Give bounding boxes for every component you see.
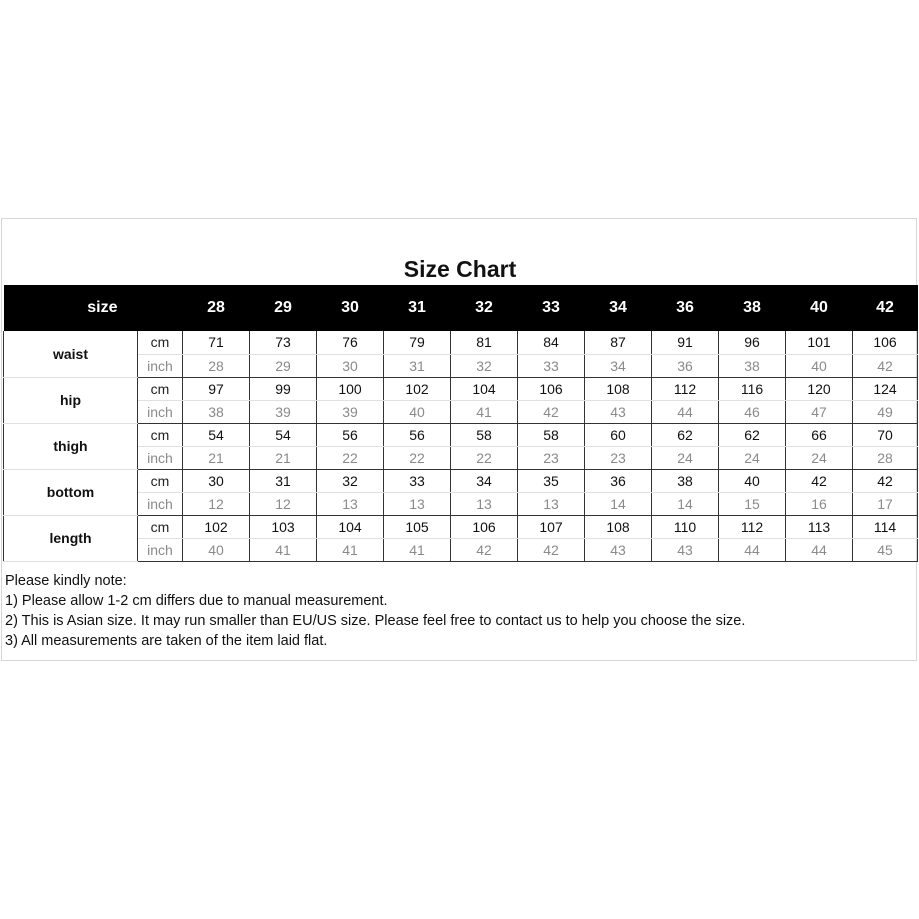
value-cell: 58 — [518, 423, 585, 446]
value-cell: 104 — [451, 377, 518, 400]
value-cell: 28 — [183, 354, 250, 377]
value-cell: 40 — [719, 469, 786, 492]
table-row-bottom-inch — [4, 492, 918, 515]
value-cell: 62 — [719, 423, 786, 446]
value-cell: 45 — [853, 538, 918, 561]
value-cell: 84 — [518, 331, 585, 354]
unit-label-inch: inch — [138, 400, 183, 423]
value-cell: 112 — [652, 377, 719, 400]
value-cell: 79 — [384, 331, 451, 354]
value-cell: 54 — [250, 423, 317, 446]
value-cell: 24 — [719, 446, 786, 469]
value-cell: 38 — [652, 469, 719, 492]
value-cell: 107 — [518, 515, 585, 538]
size-header-cell: 31 — [408, 299, 426, 316]
value-cell: 73 — [250, 331, 317, 354]
unit-label-inch: inch — [138, 492, 183, 515]
value-cell: 114 — [853, 515, 918, 538]
size-header-cell: 42 — [876, 299, 894, 316]
value-cell: 40 — [183, 538, 250, 561]
unit-label-inch: inch — [138, 446, 183, 469]
value-cell: 44 — [719, 538, 786, 561]
value-cell: 14 — [652, 492, 719, 515]
size-header-cell: 38 — [743, 299, 761, 316]
value-cell: 41 — [250, 538, 317, 561]
size-header-cell: 36 — [676, 299, 694, 316]
value-cell: 22 — [451, 446, 518, 469]
value-cell: 41 — [317, 538, 384, 561]
unit-label-cm: cm — [138, 423, 183, 446]
measure-label-hip: hip — [4, 377, 138, 423]
value-cell: 34 — [585, 354, 652, 377]
value-cell: 60 — [585, 423, 652, 446]
table-row-bottom-cm — [4, 469, 918, 492]
value-cell: 13 — [384, 492, 451, 515]
value-cell: 36 — [585, 469, 652, 492]
value-cell: 96 — [719, 331, 786, 354]
value-cell: 31 — [384, 354, 451, 377]
size-header-cell: 32 — [475, 299, 493, 316]
value-cell: 100 — [317, 377, 384, 400]
measure-label-bottom: bottom — [4, 469, 138, 515]
value-cell: 34 — [451, 469, 518, 492]
value-cell: 76 — [317, 331, 384, 354]
value-cell: 14 — [585, 492, 652, 515]
value-cell: 40 — [786, 354, 853, 377]
value-cell: 108 — [585, 515, 652, 538]
value-cell: 102 — [384, 377, 451, 400]
value-cell: 39 — [250, 400, 317, 423]
value-cell: 104 — [317, 515, 384, 538]
size-header-cell: 28 — [207, 299, 225, 316]
value-cell: 41 — [451, 400, 518, 423]
value-cell: 108 — [585, 377, 652, 400]
table-row-thigh-cm — [4, 423, 918, 446]
value-cell: 23 — [585, 446, 652, 469]
value-cell: 12 — [183, 492, 250, 515]
size-header-label: size — [87, 299, 118, 316]
value-cell: 17 — [853, 492, 918, 515]
value-cell: 30 — [317, 354, 384, 377]
measure-label-thigh: thigh — [4, 423, 138, 469]
value-cell: 21 — [183, 446, 250, 469]
value-cell: 99 — [250, 377, 317, 400]
table-header-row — [4, 285, 918, 331]
value-cell: 106 — [451, 515, 518, 538]
value-cell: 101 — [786, 331, 853, 354]
value-cell: 43 — [585, 538, 652, 561]
size-header-cell: 30 — [341, 299, 359, 316]
value-cell: 39 — [317, 400, 384, 423]
value-cell: 42 — [518, 538, 585, 561]
value-cell: 43 — [585, 400, 652, 423]
notes-heading: Please kindly note: — [5, 573, 127, 589]
size-header-cell: 29 — [274, 299, 292, 316]
table-row-length-inch — [4, 538, 918, 561]
unit-label-cm: cm — [138, 331, 183, 354]
table-row-thigh-inch — [4, 446, 918, 469]
value-cell: 16 — [786, 492, 853, 515]
value-cell: 42 — [518, 400, 585, 423]
value-cell: 103 — [250, 515, 317, 538]
value-cell: 24 — [786, 446, 853, 469]
value-cell: 42 — [853, 354, 918, 377]
value-cell: 33 — [384, 469, 451, 492]
table-row-waist-cm — [4, 331, 918, 354]
value-cell: 71 — [183, 331, 250, 354]
size-header-cell: 40 — [810, 299, 828, 316]
table-row-length-cm — [4, 515, 918, 538]
value-cell: 12 — [250, 492, 317, 515]
chart-title: Size Chart — [403, 256, 517, 282]
value-cell: 35 — [518, 469, 585, 492]
note-item: 1) Please allow 1-2 cm differs due to manual measurement. — [5, 593, 388, 609]
unit-label-cm: cm — [138, 377, 183, 400]
value-cell: 91 — [652, 331, 719, 354]
unit-label-inch: inch — [138, 538, 183, 561]
value-cell: 40 — [384, 400, 451, 423]
value-cell: 47 — [786, 400, 853, 423]
value-cell: 41 — [384, 538, 451, 561]
value-cell: 112 — [719, 515, 786, 538]
value-cell: 46 — [719, 400, 786, 423]
value-cell: 44 — [652, 400, 719, 423]
value-cell: 42 — [786, 469, 853, 492]
value-cell: 22 — [384, 446, 451, 469]
size-header-cell: 33 — [542, 299, 560, 316]
value-cell: 110 — [652, 515, 719, 538]
value-cell: 36 — [652, 354, 719, 377]
value-cell: 70 — [853, 423, 918, 446]
value-cell: 31 — [250, 469, 317, 492]
value-cell: 33 — [518, 354, 585, 377]
value-cell: 38 — [719, 354, 786, 377]
notes-block — [5, 571, 745, 651]
value-cell: 15 — [719, 492, 786, 515]
value-cell: 49 — [853, 400, 918, 423]
unit-label-inch: inch — [138, 354, 183, 377]
value-cell: 97 — [183, 377, 250, 400]
value-cell: 28 — [853, 446, 918, 469]
value-cell: 32 — [317, 469, 384, 492]
value-cell: 62 — [652, 423, 719, 446]
value-cell: 21 — [250, 446, 317, 469]
note-item: 3) All measurements are taken of the item laid flat. — [5, 633, 328, 649]
value-cell: 42 — [451, 538, 518, 561]
value-cell: 32 — [451, 354, 518, 377]
unit-header-spacer — [138, 285, 183, 331]
value-cell: 54 — [183, 423, 250, 446]
value-cell: 105 — [384, 515, 451, 538]
value-cell: 13 — [451, 492, 518, 515]
value-cell: 13 — [518, 492, 585, 515]
value-cell: 56 — [317, 423, 384, 446]
table-row-waist-inch — [4, 354, 918, 377]
value-cell: 81 — [451, 331, 518, 354]
value-cell: 113 — [786, 515, 853, 538]
value-cell: 29 — [250, 354, 317, 377]
value-cell: 13 — [317, 492, 384, 515]
value-cell: 87 — [585, 331, 652, 354]
measure-label-waist: waist — [4, 331, 138, 377]
unit-label-cm: cm — [138, 469, 183, 492]
value-cell: 44 — [786, 538, 853, 561]
value-cell: 116 — [719, 377, 786, 400]
size-table — [3, 285, 918, 562]
table-body — [4, 331, 918, 561]
value-cell: 102 — [183, 515, 250, 538]
value-cell: 43 — [652, 538, 719, 561]
value-cell: 23 — [518, 446, 585, 469]
value-cell: 38 — [183, 400, 250, 423]
value-cell: 58 — [451, 423, 518, 446]
value-cell: 42 — [853, 469, 918, 492]
value-cell: 124 — [853, 377, 918, 400]
value-cell: 30 — [183, 469, 250, 492]
table-row-hip-inch — [4, 400, 918, 423]
value-cell: 66 — [786, 423, 853, 446]
note-item: 2) This is Asian size. It may run smaller than EU/US size. Please feel free to contact us to help you choose the size. — [5, 613, 746, 629]
size-chart-card — [1, 218, 917, 661]
unit-label-cm: cm — [138, 515, 183, 538]
value-cell: 106 — [853, 331, 918, 354]
measure-label-length: length — [4, 515, 138, 561]
value-cell: 120 — [786, 377, 853, 400]
table-row-hip-cm — [4, 377, 918, 400]
value-cell: 56 — [384, 423, 451, 446]
size-header-cell: 34 — [609, 299, 627, 316]
value-cell: 22 — [317, 446, 384, 469]
value-cell: 24 — [652, 446, 719, 469]
value-cell: 106 — [518, 377, 585, 400]
